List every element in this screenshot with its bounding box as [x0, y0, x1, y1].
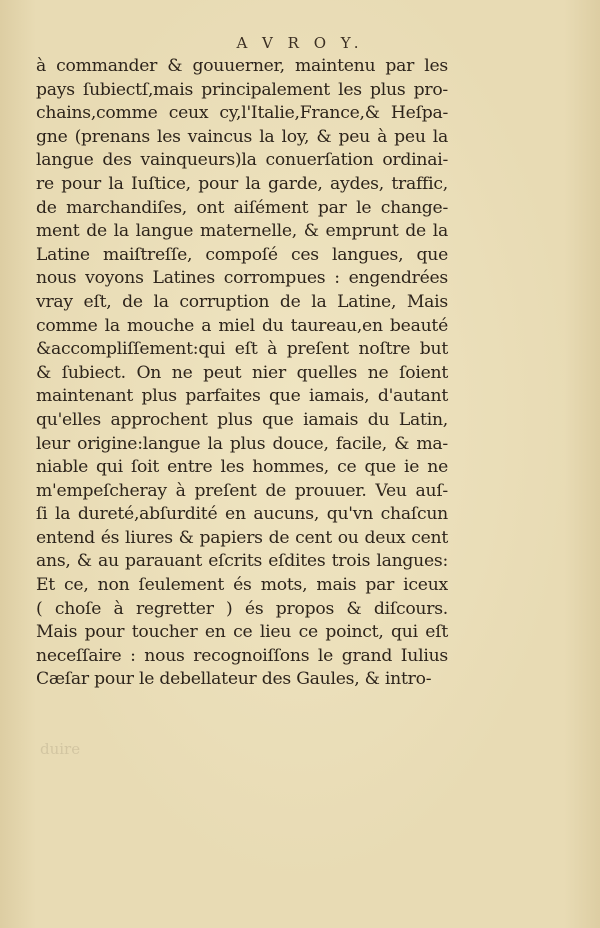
text-line: Et ce, non ſeulement és mots, mais par iceux	[36, 575, 448, 596]
text-line: Mais pour toucher en ce lieu ce poinct, qui eſt	[36, 622, 448, 643]
text-line: maintenant plus parfaites que iamais, d'autant	[36, 386, 448, 407]
text-line: leur origine:langue la plus douce, facile, & ma-	[36, 433, 448, 454]
text-line: & ſubiect. On ne peut nier quelles ne ſoient	[36, 362, 448, 383]
text-line: gne (prenans les vaincus la loy, & peu à peu la	[36, 126, 448, 147]
catchword-show-through: duire	[40, 740, 81, 758]
text-line: m'empeſcheray à preſent de prouuer. Veu auſ-	[36, 480, 448, 501]
text-line: re pour la Iuſtice, pour la garde, aydes, traffic,	[36, 173, 448, 194]
text-line: neceſſaire : nous recognoiſſons le grand Iulius	[36, 645, 448, 666]
running-head: A V R O Y.	[236, 34, 364, 52]
text-line: niable qui ſoit entre les hommes, ce que ie ne	[36, 457, 448, 478]
text-line: ans, & au parauant eſcrits eſdites trois langues:	[36, 551, 448, 572]
text-line: ( choſe à regretter ) és propos & diſcours.	[36, 598, 448, 619]
text-line: langue des vainqueurs)la conuerſation ordinai-	[36, 150, 448, 171]
text-line: ment de la langue maternelle, & emprunt de la	[36, 221, 448, 242]
text-line: ſi la dureté,abſurdité en aucuns, qu'vn chaſcun	[36, 504, 448, 525]
text-block	[36, 55, 448, 692]
text-line: Cæſar pour le debellateur des Gaules, & intro-	[36, 669, 432, 690]
text-line: pays ſubiectſ,mais principalement les plus pro-	[36, 79, 448, 100]
text-line: comme la mouche a miel du taureau,en beauté	[36, 315, 448, 336]
text-line: Latine maiſtreſſe, compoſé ces langues, que	[36, 244, 448, 265]
text-line: vray eſt, de la corruption de la Latine, Mais	[36, 291, 448, 312]
text-line: &accompliſſement:qui eſt à preſent noſtre but	[36, 339, 448, 360]
text-line: nous voyons Latines corrompues : engendrées	[36, 268, 448, 289]
text-line: chains,comme ceux cy,l'Italie,France,& Heſpa-	[36, 103, 448, 124]
text-line: de marchandiſes, ont aiſément par le change-	[36, 197, 448, 218]
text-line: entend és liures & papiers de cent ou deux cent	[36, 527, 448, 548]
text-line: qu'elles approchent plus que iamais du Latin,	[36, 409, 448, 430]
text-line: à commander & gouuerner, maintenu par les	[36, 56, 448, 76]
